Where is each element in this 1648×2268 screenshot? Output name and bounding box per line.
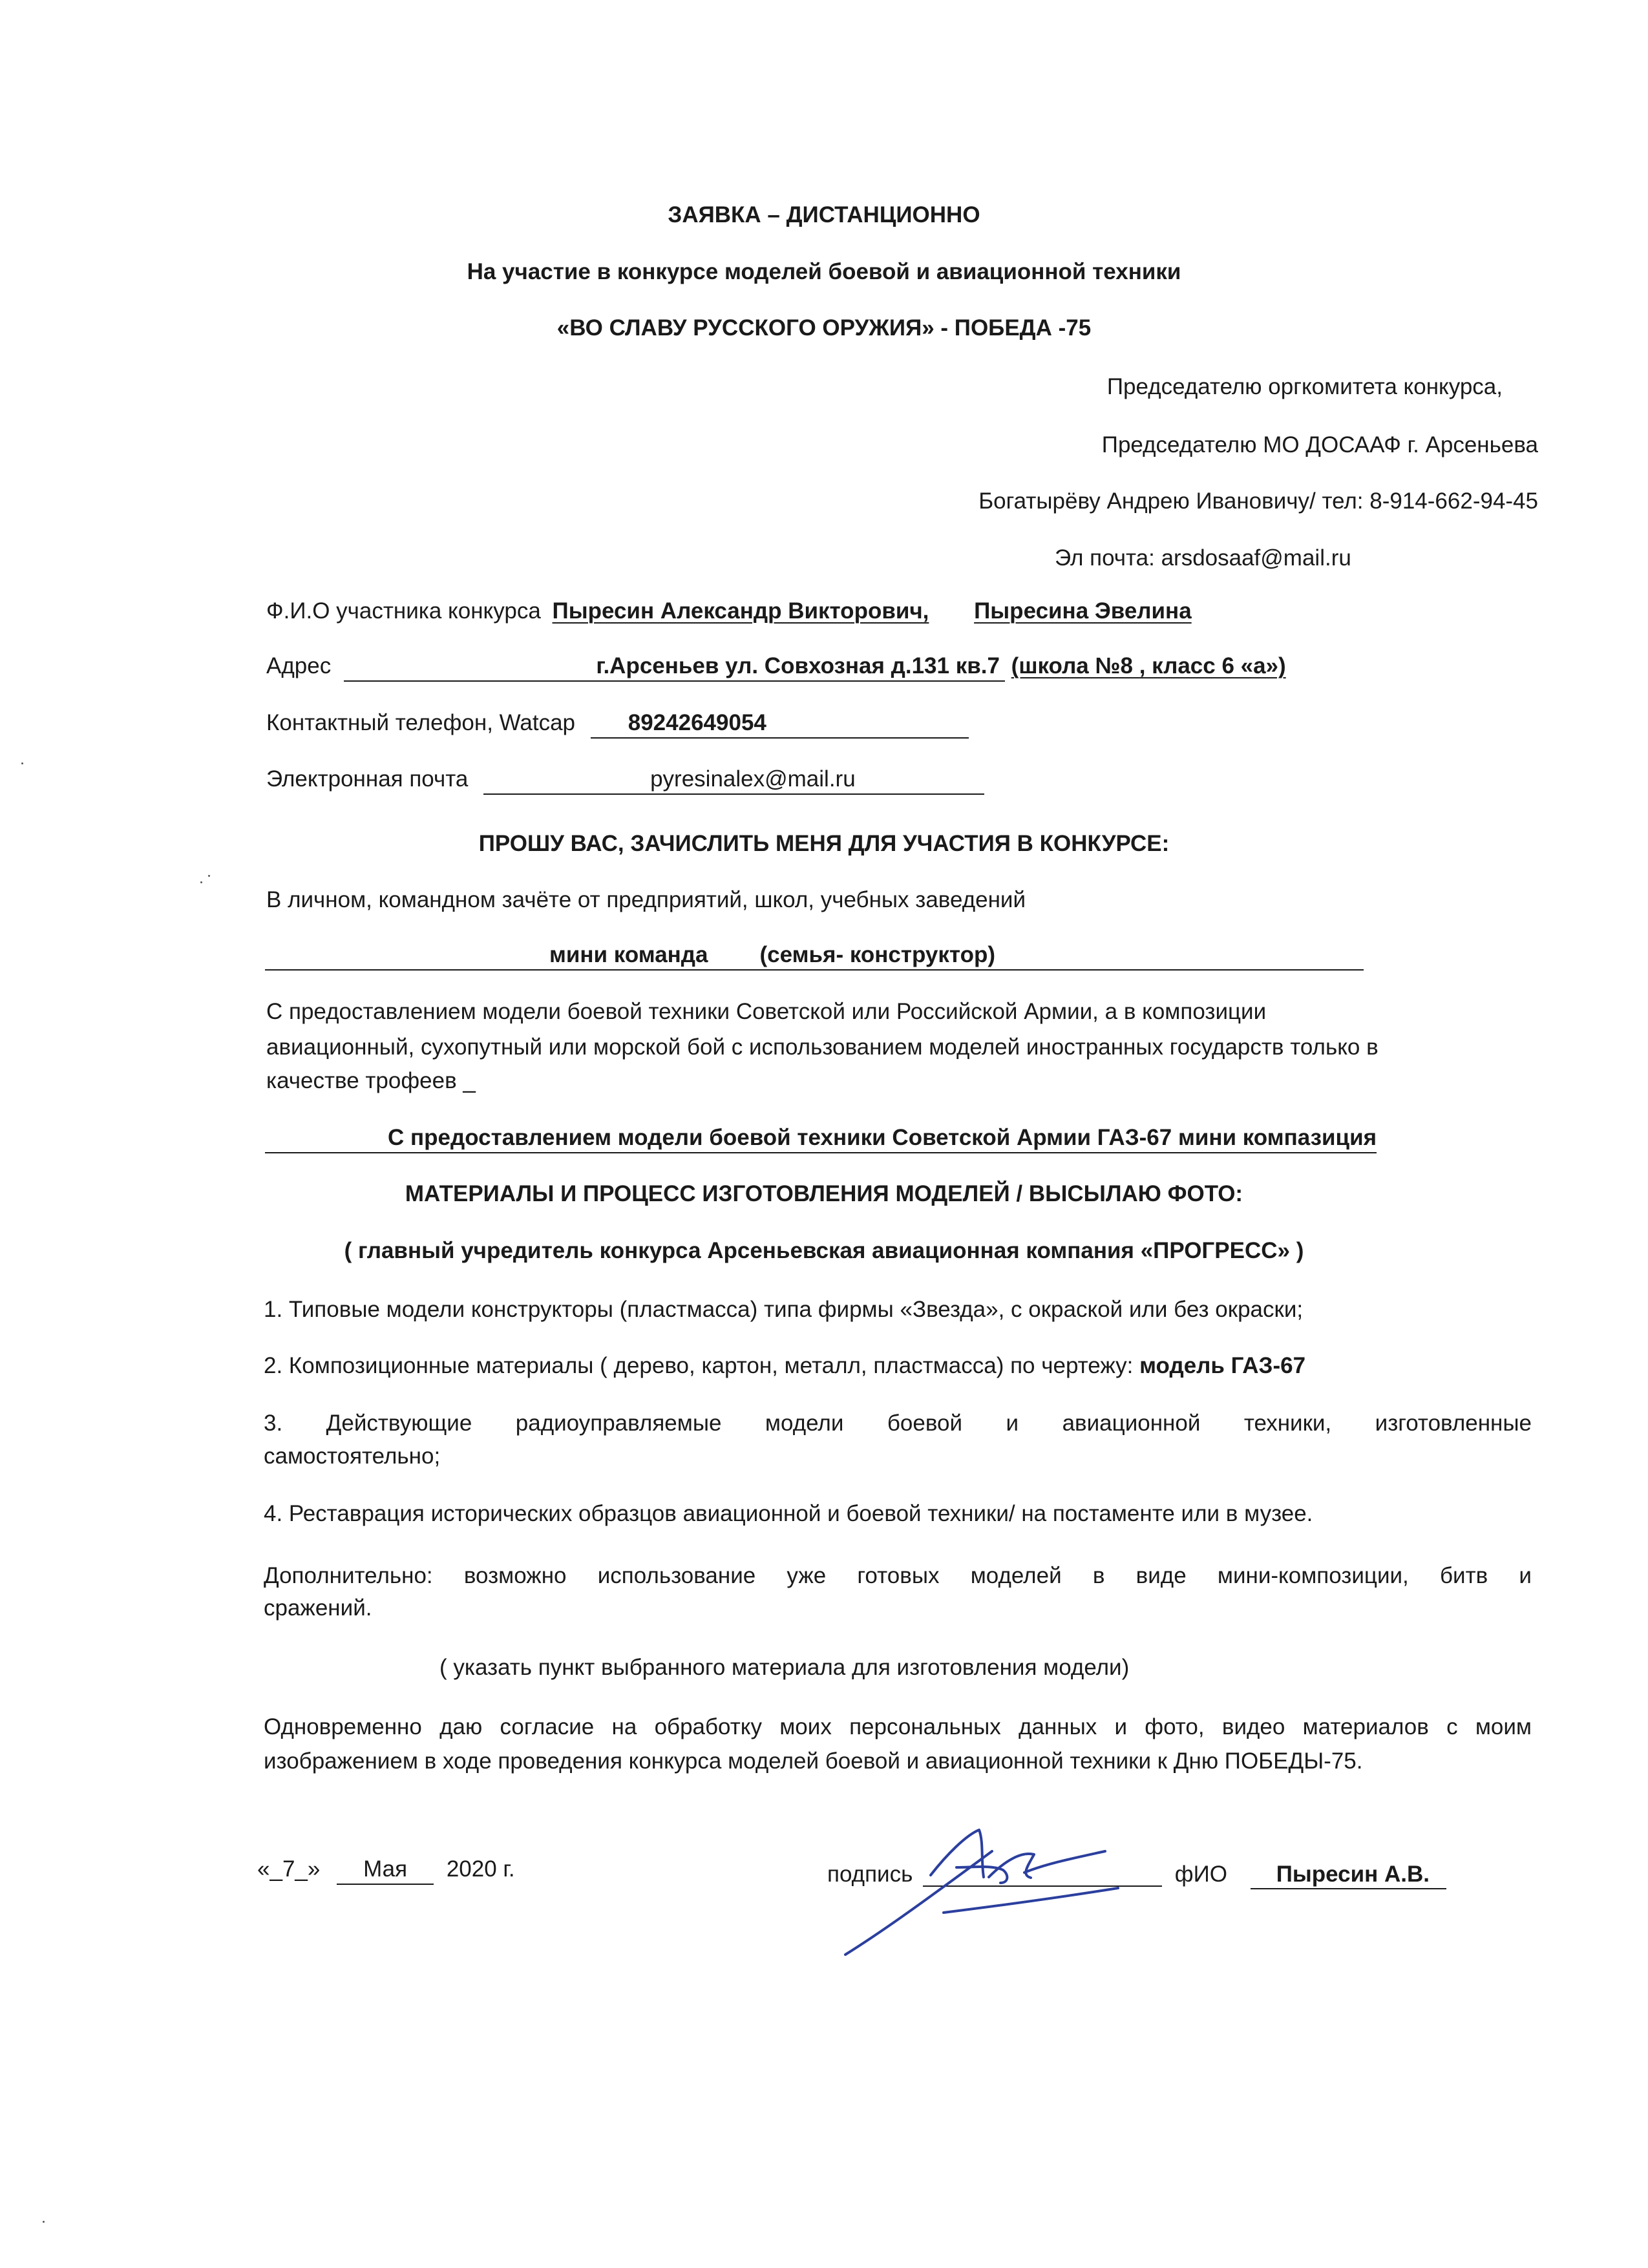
address-row: [266, 653, 1286, 682]
consent-line-2: изображением в ходе проведения конкурса моделей боевой и авиационной техники к Дню ПОБЕДЫ-75.: [264, 1748, 1363, 1774]
material-item-2: [264, 1352, 1305, 1380]
materials-heading: МАТЕРИАЛЫ И ПРОЦЕСС ИЗГОТОВЛЕНИЯ МОДЕЛЕЙ / ВЫСЫЛАЮ ФОТО:: [405, 1181, 1243, 1206]
footer-fio-value: Пыресин А.В.: [1251, 1861, 1446, 1889]
scan-speck: [43, 2221, 45, 2223]
form-title: ЗАЯВКА – ДИСТАНЦИОННО: [668, 202, 980, 227]
handwritten-signature: [834, 1816, 1137, 1964]
email-row: [266, 766, 984, 795]
date-day: 7: [282, 1856, 295, 1882]
footer-fio-label: фИО: [1174, 1862, 1227, 1887]
founder-line: ( главный учредитель конкурса Арсеньевская авиационная компания «ПРОГРЕСС» ): [344, 1238, 1304, 1263]
category-text: В личном, командном зачёте от предприятий, школ, учебных заведений: [266, 887, 1026, 912]
material-item-1: 1. Типовые модели конструкторы (пластмасса) типа фирмы «Звезда», с окраской или без окраски;: [264, 1297, 1304, 1322]
model-value: С предоставлением модели боевой техники Советской Армии ГАЗ-67 мини компазиция: [265, 1124, 1377, 1153]
fio-value: Пыресин Александр Викторович,: [552, 598, 929, 624]
model-text-2: авиационный, сухопутный или морской бой с использованием моделей иностранных государств только в: [266, 1034, 1379, 1060]
category-value-row: [265, 941, 1364, 971]
model-text-3: качестве трофеев _: [266, 1068, 476, 1093]
material-item-3-line-2: самостоятельно;: [264, 1444, 441, 1469]
date-close: _»: [295, 1856, 321, 1882]
material-hint: ( указать пункт выбранного материала для изготовления модели): [439, 1655, 1130, 1680]
model-value-row: [265, 1124, 1377, 1153]
signature-label: подпись: [827, 1862, 913, 1887]
addressee-line-1: Председателю оргкомитета конкурса,: [1106, 374, 1503, 399]
consent-line-1: Одновременно даю согласие на обработку моих персональных данных и фото, видео материалов с моим: [264, 1714, 1532, 1739]
date-open: «_: [257, 1856, 282, 1882]
address-value: г.Арсеньев ул. Совхозная д.131 кв.7: [344, 653, 1005, 682]
address-label: Адрес: [266, 653, 332, 678]
date-year: 2020 г.: [446, 1856, 515, 1882]
date-row: [257, 1856, 515, 1885]
model-text-1: С предоставлением модели боевой техники Советской или Российской Армии, а в композиции: [266, 999, 1267, 1024]
extra-line-2: сражений.: [264, 1595, 372, 1621]
scan-speck: [208, 875, 210, 877]
email-label: Электронная почта: [266, 766, 469, 792]
fio-label: Ф.И.О участника конкурса: [266, 598, 541, 624]
fio-row: [266, 598, 1192, 625]
fio-value-2: Пыресина Эвелина: [974, 598, 1192, 624]
scan-speck: [21, 762, 23, 764]
addressee-email: Эл почта: arsdosaaf@mail.ru: [1055, 545, 1351, 571]
phone-row: [266, 709, 969, 739]
email-value: pyresinalex@mail.ru: [483, 766, 984, 795]
scan-speck: [200, 881, 202, 883]
material-item-3-line-1: 3. Действующие радиоуправляемые модели боевой и авиационной техники, изготовленные: [264, 1411, 1532, 1436]
phone-value: 89242649054: [591, 709, 969, 739]
material-item-2-value: модель ГАЗ-67: [1139, 1353, 1306, 1378]
material-item-2-text: 2. Композиционные материалы ( дерево, картон, металл, пластмасса) по чертежу:: [264, 1353, 1134, 1378]
material-item-4: 4. Реставрация исторических образцов авиационной и боевой техники/ на постаменте или в музее.: [264, 1501, 1313, 1526]
addressee-line-3: Богатырёву Андрею Ивановичу/ тел: 8-914-662-94-45: [978, 488, 1538, 514]
category-value-a: мини команда: [549, 942, 708, 967]
date-month: Мая: [337, 1856, 434, 1885]
form-subtitle: На участие в конкурсе моделей боевой и авиационной техники: [467, 259, 1181, 284]
contest-name: «ВО СЛАВУ РУССКОГО ОРУЖИЯ» - ПОБЕДА -75: [556, 315, 1092, 341]
extra-line-1: Дополнительно: возможно использование уже готовых моделей в виде мини-композиции, битв и: [264, 1563, 1532, 1588]
category-value-b: (семья- конструктор): [759, 942, 995, 967]
request-heading: ПРОШУ ВАС, ЗАЧИСЛИТЬ МЕНЯ ДЛЯ УЧАСТИЯ В КОНКУРСЕ:: [478, 831, 1170, 856]
address-school: (школа №8 , класс 6 «а»): [1011, 653, 1286, 678]
phone-label: Контактный телефон, Watcap: [266, 710, 576, 735]
addressee-line-2: Председателю МО ДОСААФ г. Арсеньева: [1101, 432, 1538, 457]
